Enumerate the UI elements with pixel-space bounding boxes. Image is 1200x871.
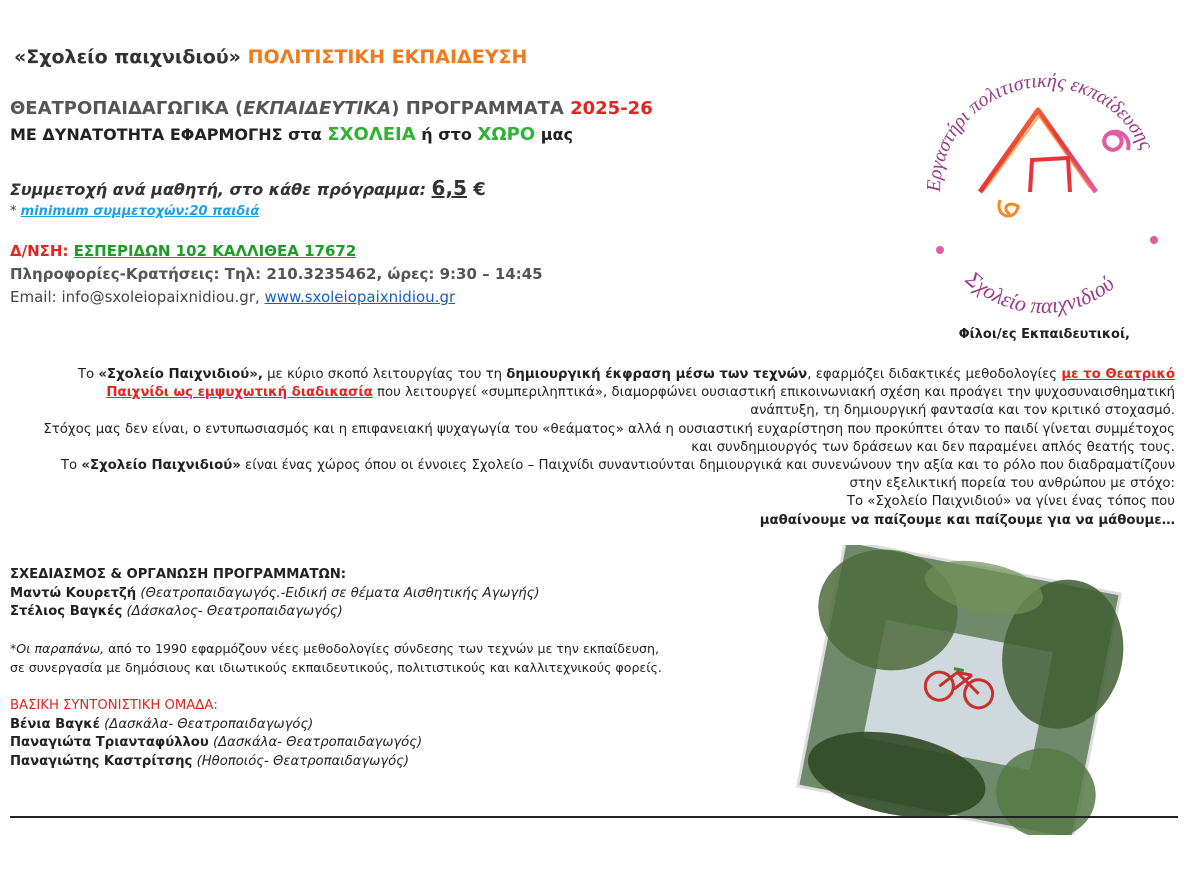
fee-line bbox=[10, 176, 486, 200]
page-title bbox=[14, 46, 527, 68]
email-line bbox=[10, 288, 455, 306]
website-link[interactable]: www.sxoleiopaixnidiou.gr bbox=[264, 288, 456, 306]
address-line bbox=[10, 242, 356, 260]
theatre-game-link[interactable]: με το Θεατρικό Παιχνίδι ως εμψυχωτική διαδικασία bbox=[106, 367, 1175, 401]
design-section bbox=[10, 566, 539, 622]
member-role: (Δασκάλα- Θεατροπαιδαγωγός) bbox=[99, 716, 314, 732]
info-line: Πληροφορίες-Κρατήσεις: Τηλ: 210.3235462, ώρες: 9:30 – 14:45 bbox=[10, 265, 543, 283]
address-value: ΕΣΠΕΡΙΔΩΝ 102 ΚΑΛΛΙΘΕΑ 17672 bbox=[73, 242, 357, 260]
photo-graphic bbox=[764, 545, 1154, 835]
fee-label: Συμμετοχή ανά μαθητή, στο κάθε πρόγραμμα: bbox=[10, 180, 432, 199]
member-role: (Ηθοποιός- Θεατροπαιδαγωγός) bbox=[192, 753, 410, 769]
minimum-participants bbox=[10, 204, 259, 219]
team-section bbox=[10, 697, 422, 771]
logo-arc-top: Εργαστήρι πολιτιστικής εκπαίδευσης bbox=[922, 69, 1158, 193]
team-heading: ΒΑΣΙΚΗ ΣΥΝΤΟΝΙΣΤΙΚΗ ΟΜΑΔΑ: bbox=[10, 698, 218, 713]
programs-prefix: ΘΕΑΤΡΟΠΑΙΔΑΓΩΓΙΚΑ ( bbox=[10, 98, 244, 119]
team-member bbox=[10, 753, 422, 772]
p3-a: Το bbox=[60, 458, 82, 474]
footnote-text-1: από το 1990 εφαρμόζουν νέες μεθοδολογίες σύνδεσης των τεχνών με την εκπαίδευση, bbox=[104, 641, 660, 656]
min-text: minimum συμμετοχών:20 παιδιά bbox=[20, 204, 260, 219]
member-name: Παναγιώτα Τριανταφύλλου bbox=[10, 735, 209, 750]
person-role: (Δάσκαλος- Θεατροπαιδαγωγός) bbox=[122, 604, 343, 619]
min-prefix: * bbox=[10, 204, 21, 219]
programs-suffix: ) ΠΡΟΓΡΑΜΜΑΤΑ bbox=[391, 98, 571, 119]
person-name: Μαντώ Κουρετζή bbox=[10, 585, 137, 601]
p3-b: είναι ένας χώρος όπου οι έννοιες Σχολείο – Παιχνίδι συναντιούνται δημιουργικά και συνενώνουν την αξία και το ρόλο που διαδραματίζουν στην εξελικτική πορεία του ανθρώπου με στόχο: bbox=[240, 458, 1175, 492]
programs-subheading bbox=[10, 124, 573, 145]
member-role: (Δασκάλα- Θεατροπαιδαγωγός) bbox=[208, 735, 423, 750]
schools-highlight: ΣΧΟΛΕΙΑ bbox=[327, 124, 416, 145]
p3-name: «Σχολείο Παιχνιδιού» bbox=[81, 458, 241, 474]
footnote-lead: *Οι παραπάνω, bbox=[10, 641, 105, 656]
school-name: «Σχολείο παιχνιδιού» bbox=[14, 46, 241, 68]
p1-a: Το bbox=[77, 367, 99, 382]
programs-year: 2025-26 bbox=[570, 98, 653, 119]
address-label: Δ/ΝΣΗ: bbox=[10, 242, 74, 260]
intro-paragraph-4: Το «Σχολείο Παιχνιδιού» να γίνει ένας τόπος που bbox=[846, 494, 1175, 510]
programs-italic: ΕΚΠΑΙΔΕΥΤΙΚΑ bbox=[243, 98, 392, 119]
p1-name: «Σχολείο Παιχνιδιού», bbox=[98, 367, 263, 382]
space-highlight: ΧΩΡΟ bbox=[477, 124, 536, 145]
intro-motto: μαθαίνουμε να παίζουμε και παίζουμε για να μάθουμε… bbox=[759, 512, 1175, 528]
footnote-line-2: σε συνεργασία με δημόσιους και ιδιωτικούς εκπαιδευτικούς, πολιτιστικούς και καλλιτεχνικούς φορείς. bbox=[10, 659, 662, 675]
line2-suffix: μας bbox=[535, 125, 573, 144]
intro-paragraph-1 bbox=[40, 366, 1175, 421]
person-name: Στέλιος Βαγκές bbox=[10, 604, 123, 619]
title-cultural-education: ΠΟΛΙΤΙΣΤΙΚΗ ΕΚΠΑΙΔΕΥΣΗ bbox=[247, 46, 528, 68]
intro-paragraph-3 bbox=[40, 457, 1175, 493]
design-person-2 bbox=[10, 603, 539, 622]
team-member bbox=[10, 734, 422, 753]
footnote bbox=[10, 640, 662, 677]
logo-graphic bbox=[898, 42, 1180, 322]
p1-d: που λειτουργεί «συμπεριληπτικά», διαμορφώνει ουσιαστική επικοινωνιακή σχέση και προάγει την ψυχοσυναισθηματική ανάπτυξη, τη δημιουργική φαντασία και τον κριτικό στοχασμό. bbox=[372, 385, 1175, 419]
school-logo bbox=[898, 42, 1180, 322]
email-text: Email: info@sxoleiopaixnidiou.gr, bbox=[10, 288, 265, 306]
intro-paragraph-2: Στόχος μας δεν είναι, ο εντυπωσιασμός και η επιφανειακή ψυχαγωγία του «θεάματος» αλλά η ουσιαστική ευχαρίστηση που προκύπτει όταν το παιδί γίνεται συμμέτοχος και συνδημιουργός των δράσεων και δεν παραμένει απλός θεατής τους. bbox=[43, 421, 1175, 455]
person-role: (Θεατροπαιδαγωγός.-Ειδική σε θέματα Αισθητικής Αγωγής) bbox=[136, 585, 540, 601]
intro-text bbox=[40, 366, 1175, 530]
design-person-1 bbox=[10, 585, 539, 604]
p1-c: , εφαρμόζει διδακτικές μεθοδολογίες bbox=[807, 367, 1062, 382]
fee-price: 6,5 bbox=[431, 176, 467, 200]
design-heading: ΣΧΕΔΙΑΣΜΟΣ & ΟΡΓΑΝΩΣΗ ΠΡΟΓΡΑΜΜΑΤΩΝ: bbox=[10, 567, 347, 582]
line2-prefix: ΜΕ ΔΥΝΑΤΟΤΗΤΑ ΕΦΑΡΜΟΓΗΣ στα bbox=[10, 125, 328, 144]
line2-mid: ή στο bbox=[415, 125, 478, 144]
p1-bold: δημιουργική έκφραση μέσω των τεχνών bbox=[506, 367, 808, 382]
team-member bbox=[10, 716, 422, 735]
member-name: Βένια Βαγκέ bbox=[10, 716, 100, 732]
footnote-line-1 bbox=[10, 640, 662, 659]
bottom-divider bbox=[10, 816, 1178, 818]
programs-heading bbox=[10, 98, 653, 119]
logo-arc-bottom: Σχολείο παιχνιδιού bbox=[960, 265, 1119, 319]
greeting: Φίλοι/ες Εκπαιδευτικοί, bbox=[958, 327, 1130, 342]
fee-currency: € bbox=[466, 179, 486, 200]
p1-b: με κύριο σκοπό λειτουργίας του τη bbox=[262, 367, 507, 382]
bicycle-wall-photo bbox=[764, 545, 1154, 835]
member-name: Παναγιώτης Καστρίτσης bbox=[10, 753, 193, 769]
